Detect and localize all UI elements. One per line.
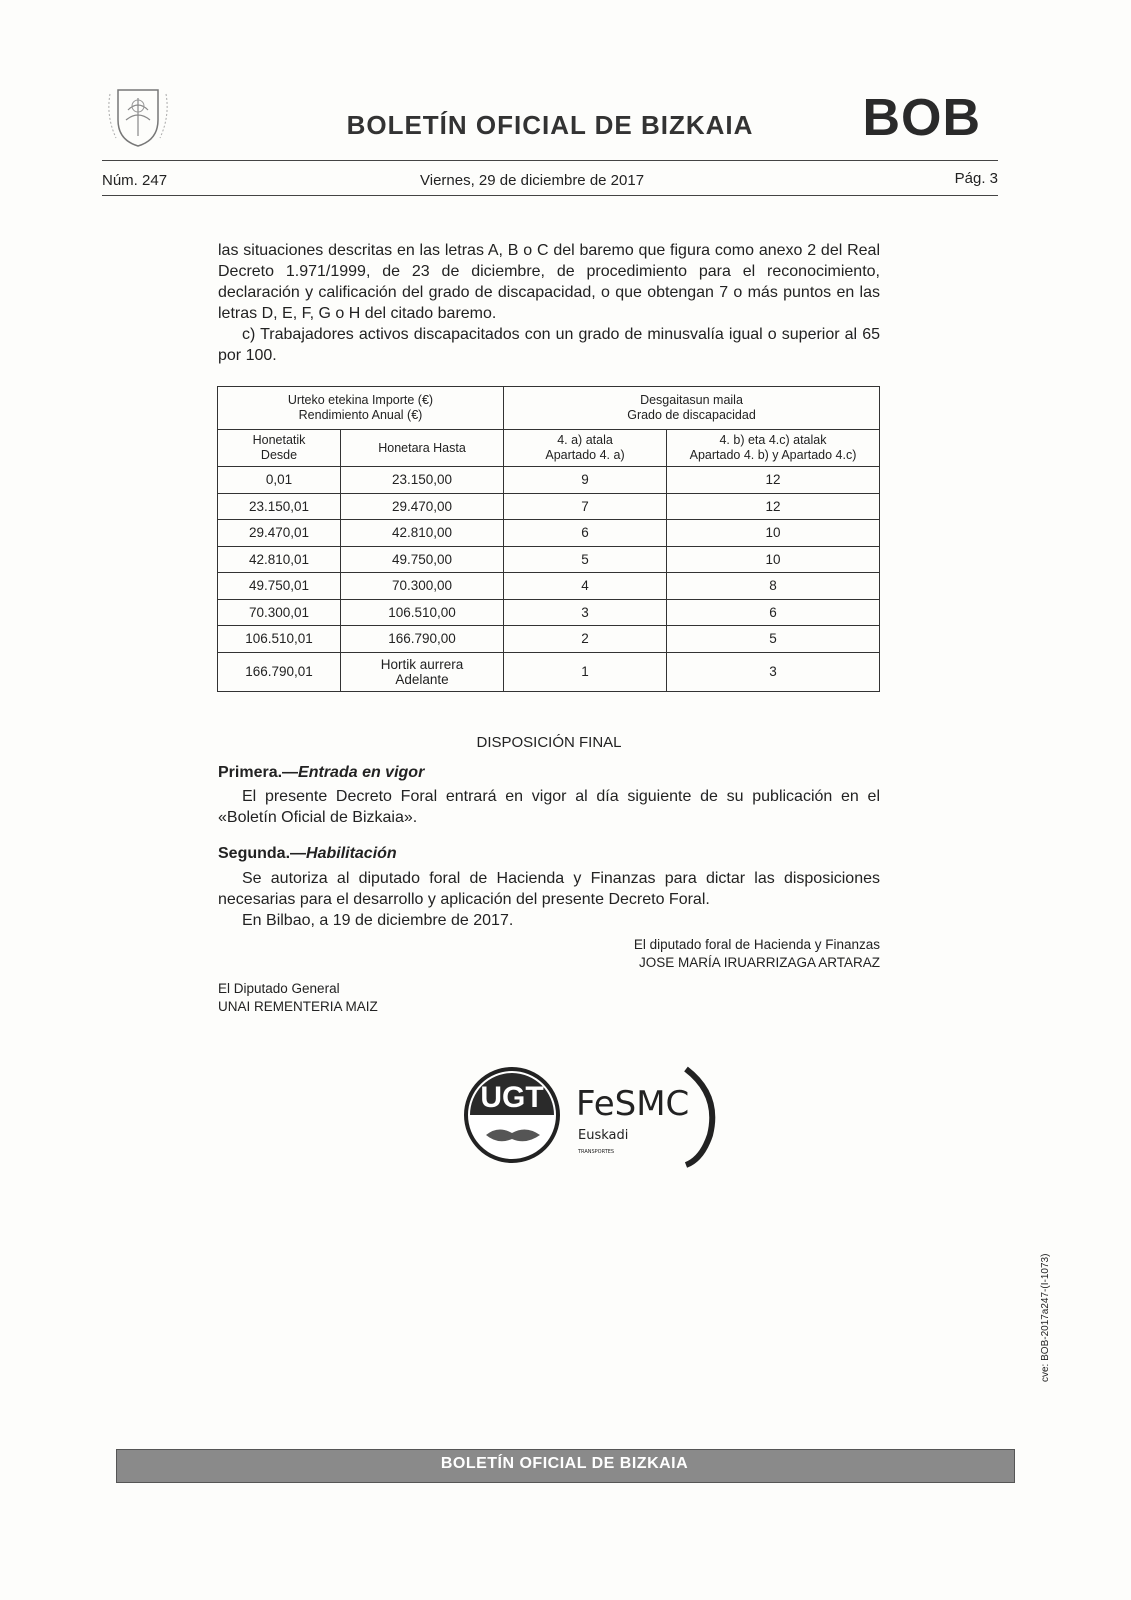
- cve-code: cve: BOB-2017a247-(I-1073): [1040, 1253, 1051, 1382]
- column-header: 4. a) atala Apartado 4. a): [504, 430, 667, 467]
- issue-date: Viernes, 29 de diciembre de 2017: [420, 172, 645, 189]
- page-number: Pág. 3: [954, 170, 998, 187]
- disability-scale-table: [217, 386, 880, 692]
- column-header: Honetara Hasta: [341, 430, 504, 467]
- svg-text:TRANSPORTES: TRANSPORTES: [578, 1149, 615, 1155]
- provision-heading: Segunda.—Habilitación: [218, 845, 397, 862]
- body-paragraph: c) Trabajadores activos discapacitados con un grado de minusvalía igual o superior al 65 por 100.: [218, 326, 880, 364]
- body-paragraph: las situaciones descritas en las letras A, B o C del baremo que figura como anexo 2 del Real Decreto 1.971/1999, de 23 de diciembre, de procedimiento para el reconocimiento, declaración y calificación del grado de discapacidad, o que obtengan 7 o más puntos en las letras D, E, F, G o H del citado baremo.: [218, 242, 880, 322]
- table-row: 166.790,01 Hortik aurrera Adelante 1 3: [218, 652, 880, 691]
- body-paragraph: El presente Decreto Foral entrará en vigor al día siguiente de su publicación en el «Boletín Oficial de Bizkaia».: [218, 788, 880, 826]
- table-group-header: Urteko etekina Importe (€) Rendimiento Anual (€): [218, 387, 504, 430]
- body-paragraph: Se autoriza al diputado foral de Hacienda y Finanzas para dictar las disposiciones necesarias para el desarrollo y aplicación del presente Decreto Foral.: [218, 870, 880, 908]
- table-row: 23.150,01 29.470,00 7 12: [218, 493, 880, 520]
- issue-number: Núm. 247: [102, 172, 168, 189]
- column-header: Honetatik Desde: [218, 430, 341, 467]
- table-row: 29.470,01 42.810,00 6 10: [218, 520, 880, 547]
- place-date: En Bilbao, a 19 de diciembre de 2017.: [242, 912, 514, 929]
- signature-block: El diputado foral de Hacienda y Finanzas JOSE MARÍA IRUARRIZAGA ARTARAZ: [633, 937, 880, 970]
- table-row: 106.510,01 166.790,00 2 5: [218, 626, 880, 653]
- table-row: 70.300,01 106.510,00 3 6: [218, 599, 880, 626]
- column-header: 4. b) eta 4.c) atalak Apartado 4. b) y Apartado 4.c): [667, 430, 880, 467]
- table-row: 0,01 23.150,00 9 12: [218, 467, 880, 494]
- svg-text:UGT: UGT: [480, 1081, 544, 1114]
- bulletin-title: BOLETÍN OFICIAL DE BIZKAIA: [346, 110, 754, 140]
- section-title: DISPOSICIÓN FINAL: [476, 734, 622, 751]
- cve-code-container: [1040, 1240, 1054, 1382]
- provision-heading: Primera.—Entrada en vigor: [218, 764, 425, 781]
- ugt-fesmc-stamp-logo: [464, 1055, 764, 1185]
- header-rule: [102, 160, 998, 161]
- svg-text:FeSMC: FeSMC: [576, 1084, 690, 1124]
- bulletin-acronym: BOB: [862, 89, 981, 147]
- svg-text:Euskadi: Euskadi: [578, 1128, 629, 1143]
- table-row: 42.810,01 49.750,00 5 10: [218, 546, 880, 573]
- header-rule: [102, 195, 998, 196]
- table-row: 49.750,01 70.300,00 4 8: [218, 573, 880, 600]
- table-group-header: Desgaitasun maila Grado de discapacidad: [504, 387, 880, 430]
- signature-block: El Diputado General UNAI REMENTERIA MAIZ: [218, 981, 378, 1014]
- coat-of-arms-icon: [102, 80, 174, 152]
- footer-title: BOLETÍN OFICIAL DE BIZKAIA: [440, 1455, 689, 1472]
